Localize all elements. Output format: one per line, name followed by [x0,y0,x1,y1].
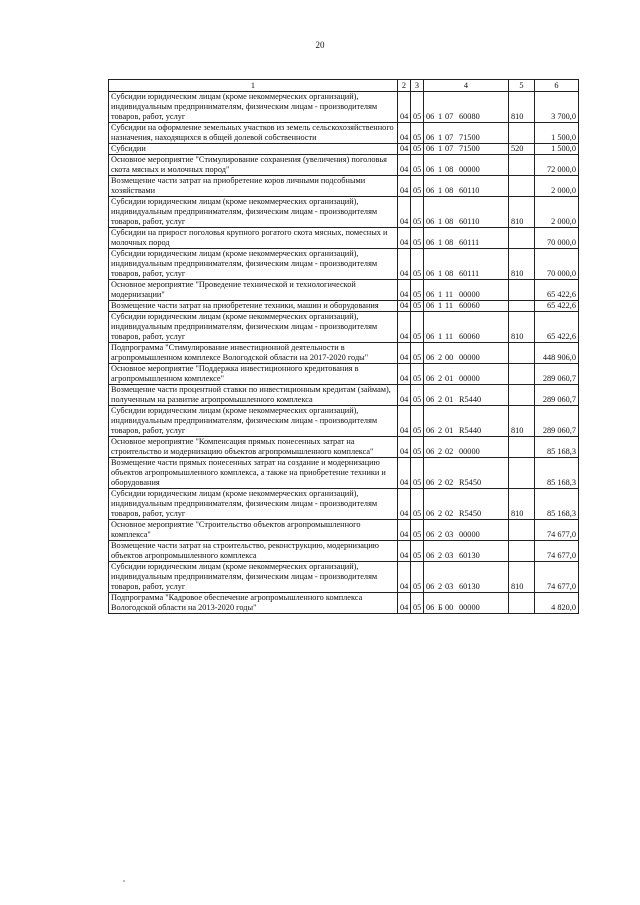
row-name: Субсидии юридическим лицам (кроме некоммерческих организаций), индивидуальным предпринимателям, физическим лицам - производителям товаров, работ, услуг [109,489,398,520]
table-row [109,312,579,343]
target-code-part: 06 [426,269,435,278]
subsection-code: 05 [411,593,424,614]
expense-type-code [509,301,535,312]
target-code-part: 60110 [459,186,480,195]
target-code-part: 1 [438,112,443,121]
subsection-code: 05 [411,343,424,364]
target-article-code [424,249,509,280]
row-name: Возмещение части затрат на приобретение техники, машин и оборудования [109,301,398,312]
section-code: 04 [398,123,411,144]
target-code-part: 1 [438,133,443,142]
target-code-part: 00 [445,353,454,362]
page-number: 20 [315,40,325,50]
amount: 4 820,0 [535,593,579,614]
header-cell-4: 4 [424,80,509,92]
subsection-code: 05 [411,123,424,144]
row-name: Возмещение части затрат на строительство, реконструкцию, модернизацию объектов агропромышленного комплекса [109,541,398,562]
section-code: 04 [398,364,411,385]
expense-type-code: 810 [509,562,535,593]
section-code: 04 [398,228,411,249]
target-code-part: 06 [426,112,435,121]
target-code-part: 2 [438,582,443,591]
amount: 65 422,6 [535,312,579,343]
header-cell-1: 1 [109,80,398,92]
amount: 289 060,7 [535,364,579,385]
table-row [109,489,579,520]
target-code-part: 2 [438,551,443,560]
expense-type-code [509,541,535,562]
expense-type-code [509,343,535,364]
section-code: 04 [398,144,411,155]
target-code-part: 08 [445,165,454,174]
target-article-code [424,458,509,489]
target-code-part: 60060 [459,332,480,341]
target-article-code [424,385,509,406]
target-code-part: R5450 [459,478,482,487]
target-code-part: 60111 [459,269,480,278]
row-name: Субсидии юридическим лицам (кроме некоммерческих организаций), индивидуальным предпринимателям, физическим лицам - производителям товаров, работ, услуг [109,249,398,280]
target-code-part: 11 [445,332,453,341]
target-code-part: 06 [426,301,435,310]
table-row [109,437,579,458]
target-code-part: 71500 [459,133,480,142]
target-code-part: 1 [438,217,443,226]
target-code-part: 2 [438,447,443,456]
header-cell-6: 6 [535,80,579,92]
section-code: 04 [398,312,411,343]
amount: 85 168,3 [535,437,579,458]
target-code-part: 60110 [459,217,480,226]
row-name: Субсидии юридическим лицам (кроме некоммерческих организаций), индивидуальным предпринимателям, физическим лицам - производителям товаров, работ, услуг [109,312,398,343]
target-code-part: 06 [426,186,435,195]
target-article-code [424,562,509,593]
target-article-code [424,176,509,197]
row-name: Субсидии [109,144,398,155]
target-code-part: 1 [438,290,443,299]
table-header-row [109,80,579,92]
target-code-part: 06 [426,217,435,226]
target-code-part: 2 [438,509,443,518]
target-code-part: 01 [445,395,454,404]
target-code-part: 2 [438,426,443,435]
subsection-code: 05 [411,228,424,249]
target-code-part: 60130 [459,551,480,560]
target-code-part: 2 [438,395,443,404]
target-code-part: 06 [426,353,435,362]
target-code-part: 01 [445,426,454,435]
target-code-part: 00000 [459,165,480,174]
section-code: 04 [398,343,411,364]
amount: 65 422,6 [535,301,579,312]
section-code: 04 [398,541,411,562]
target-code-part: 60060 [459,301,480,310]
section-code: 04 [398,489,411,520]
subsection-code: 05 [411,458,424,489]
target-article-code [424,197,509,228]
table-row [109,197,579,228]
subsection-code: 05 [411,301,424,312]
target-code-part: 11 [445,290,453,299]
target-code-part: 1 [438,144,443,153]
target-code-part: 08 [445,238,454,247]
subsection-code: 05 [411,562,424,593]
target-code-part: 71500 [459,144,480,153]
amount: 1 500,0 [535,144,579,155]
header-cell-2: 2 [398,80,411,92]
row-name: Основное мероприятие "Компенсация прямых понесенных затрат на строительство и модернизацию объектов агропромышленного комплекса" [109,437,398,458]
target-code-part: 2 [438,353,443,362]
expense-type-code [509,593,535,614]
target-code-part: 1 [438,238,443,247]
target-code-part: 11 [445,301,453,310]
section-code: 04 [398,406,411,437]
subsection-code: 05 [411,144,424,155]
target-code-part: 06 [426,509,435,518]
target-code-part: 1 [438,301,443,310]
target-article-code [424,364,509,385]
target-code-part: 01 [445,374,454,383]
subsection-code: 05 [411,92,424,123]
target-code-part: 06 [426,144,435,153]
subsection-code: 05 [411,176,424,197]
expense-type-code: 810 [509,312,535,343]
target-article-code [424,155,509,176]
target-article-code [424,92,509,123]
row-name: Возмещение части затрат на приобретение коров личными подсобными хозяйствами [109,176,398,197]
target-code-part: 60130 [459,582,480,591]
target-code-part: 06 [426,447,435,456]
table-row [109,541,579,562]
row-name: Возмещение части процентной ставки по инвестиционным кредитам (займам), полученным на развитие агропромышленного комплекса [109,385,398,406]
row-name: Основное мероприятие "Проведение технической и технологической модернизации" [109,280,398,301]
target-article-code [424,228,509,249]
target-code-part: 00000 [459,353,480,362]
table-row [109,458,579,489]
target-code-part: 06 [426,290,435,299]
expense-type-code: 810 [509,92,535,123]
subsection-code: 05 [411,249,424,280]
subsection-code: 05 [411,541,424,562]
expense-type-code: 520 [509,144,535,155]
section-code: 04 [398,385,411,406]
target-code-part: 00000 [459,290,480,299]
target-code-part: 00 [445,603,454,612]
table-row [109,343,579,364]
target-code-part: R5450 [459,509,482,518]
target-code-part: 06 [426,478,435,487]
target-code-part: 2 [438,374,443,383]
scan-speck [123,880,125,882]
target-code-part: 00000 [459,603,480,612]
table-row [109,562,579,593]
table-row [109,406,579,437]
target-article-code [424,144,509,155]
header-cell-3: 3 [411,80,424,92]
target-article-code [424,541,509,562]
target-code-part: 00000 [459,374,480,383]
target-code-part: 02 [445,509,454,518]
target-code-part: 1 [438,269,443,278]
amount: 74 677,0 [535,562,579,593]
target-code-part: 06 [426,374,435,383]
target-code-part: 07 [445,112,454,121]
expense-type-code [509,437,535,458]
target-code-part: 07 [445,133,454,142]
row-name: Основное мероприятие "Поддержка инвестиционного кредитования в агропромышленном комплексе" [109,364,398,385]
target-code-part: 06 [426,530,435,539]
target-code-part: 08 [445,269,454,278]
expense-type-code [509,520,535,541]
target-code-part: 06 [426,582,435,591]
row-name: Основное мероприятие "Стимулирование сохранения (увеличения) поголовья скота мясных и молочных пород" [109,155,398,176]
section-code: 04 [398,155,411,176]
target-code-part: 02 [445,447,454,456]
target-code-part: 03 [445,530,454,539]
header-cell-5: 5 [509,80,535,92]
amount: 2 000,0 [535,176,579,197]
table-row [109,520,579,541]
subsection-code: 05 [411,437,424,458]
target-code-part: 00000 [459,447,480,456]
row-name: Субсидии юридическим лицам (кроме некоммерческих организаций), индивидуальным предпринимателям, физическим лицам - производителям товаров, работ, услуг [109,197,398,228]
table-row [109,155,579,176]
amount: 289 060,7 [535,406,579,437]
amount: 2 000,0 [535,197,579,228]
target-article-code [424,280,509,301]
subsection-code: 05 [411,312,424,343]
section-code: 04 [398,249,411,280]
section-code: 04 [398,301,411,312]
expense-type-code: 810 [509,406,535,437]
subsection-code: 05 [411,364,424,385]
expense-type-code [509,176,535,197]
table-row [109,92,579,123]
target-code-part: 06 [426,238,435,247]
section-code: 04 [398,593,411,614]
subsection-code: 05 [411,385,424,406]
amount: 74 677,0 [535,541,579,562]
section-code: 04 [398,520,411,541]
target-article-code [424,301,509,312]
table-row [109,176,579,197]
table-row [109,280,579,301]
target-code-part: 1 [438,186,443,195]
amount: 289 060,7 [535,385,579,406]
amount: 85 168,3 [535,458,579,489]
subsection-code: 05 [411,489,424,520]
expense-type-code [509,155,535,176]
target-code-part: 07 [445,144,454,153]
table-row [109,123,579,144]
section-code: 04 [398,176,411,197]
target-article-code [424,437,509,458]
amount: 65 422,6 [535,280,579,301]
row-name: Субсидии юридическим лицам (кроме некоммерческих организаций), индивидуальным предпринимателям, физическим лицам - производителям товаров, работ, услуг [109,406,398,437]
table-row [109,385,579,406]
target-code-part: 06 [426,551,435,560]
amount: 1 500,0 [535,123,579,144]
expense-type-code [509,364,535,385]
target-code-part: Б [438,603,443,612]
section-code: 04 [398,562,411,593]
target-code-part: 06 [426,395,435,404]
expense-type-code: 810 [509,249,535,280]
target-article-code [424,593,509,614]
target-code-part: 1 [438,165,443,174]
target-code-part: 1 [438,332,443,341]
amount: 70 000,0 [535,228,579,249]
section-code: 04 [398,197,411,228]
section-code: 04 [398,437,411,458]
subsection-code: 05 [411,155,424,176]
subsection-code: 05 [411,197,424,228]
target-code-part: 2 [438,478,443,487]
target-code-part: 60111 [459,238,480,247]
subsection-code: 05 [411,280,424,301]
target-article-code [424,343,509,364]
target-code-part: R5440 [459,395,482,404]
target-code-part: R5440 [459,426,482,435]
target-code-part: 00000 [459,530,480,539]
target-code-part: 06 [426,332,435,341]
target-article-code [424,406,509,437]
row-name: Субсидии на оформление земельных участков из земель сельскохозяйственного назначения, находящихся в общей долевой собственности [109,123,398,144]
expense-type-code [509,280,535,301]
amount: 85 168,3 [535,489,579,520]
section-code: 04 [398,92,411,123]
target-code-part: 03 [445,551,454,560]
amount: 448 906,0 [535,343,579,364]
expense-type-code [509,123,535,144]
table-row [109,228,579,249]
section-code: 04 [398,458,411,489]
expense-type-code [509,385,535,406]
table-row [109,301,579,312]
section-code: 04 [398,280,411,301]
target-code-part: 08 [445,217,454,226]
budget-table [108,79,579,614]
target-code-part: 03 [445,582,454,591]
expense-type-code [509,228,535,249]
amount: 70 000,0 [535,249,579,280]
amount: 74 677,0 [535,520,579,541]
target-code-part: 08 [445,186,454,195]
row-name: Подпрограмма "Стимулирование инвестиционной деятельности в агропромышленном комплексе Вологодской области на 2017-2020 годы" [109,343,398,364]
row-name: Субсидии юридическим лицам (кроме некоммерческих организаций), индивидуальным предпринимателям, физическим лицам - производителям товаров, работ, услуг [109,92,398,123]
target-code-part: 06 [426,426,435,435]
row-name: Подпрограмма "Кадровое обеспечение агропромышленного комплекса Вологодской области на 2013-2020 годы" [109,593,398,614]
table-row [109,364,579,385]
target-code-part: 60080 [459,112,480,121]
subsection-code: 05 [411,406,424,437]
target-code-part: 06 [426,133,435,142]
row-name: Основное мероприятие "Строительство объектов агропромышленного комплекса" [109,520,398,541]
target-article-code [424,123,509,144]
row-name: Субсидии юридическим лицам (кроме некоммерческих организаций), индивидуальным предпринимателям, физическим лицам - производителям товаров, работ, услуг [109,562,398,593]
table-row [109,144,579,155]
row-name: Субсидии на прирост поголовья крупного рогатого скота мясных, помесных и молочных пород [109,228,398,249]
table-row [109,249,579,280]
target-code-part: 06 [426,165,435,174]
amount: 3 700,0 [535,92,579,123]
expense-type-code [509,458,535,489]
target-article-code [424,489,509,520]
target-article-code [424,312,509,343]
target-code-part: 2 [438,530,443,539]
subsection-code: 05 [411,520,424,541]
target-code-part: 02 [445,478,454,487]
row-name: Возмещение части прямых понесенных затрат на создание и модернизацию объектов агропромышленного комплекса, а также на приобретение техники и оборудования [109,458,398,489]
amount: 72 000,0 [535,155,579,176]
expense-type-code: 810 [509,489,535,520]
target-article-code [424,520,509,541]
table-row [109,593,579,614]
target-code-part: 06 [426,603,435,612]
expense-type-code: 810 [509,197,535,228]
